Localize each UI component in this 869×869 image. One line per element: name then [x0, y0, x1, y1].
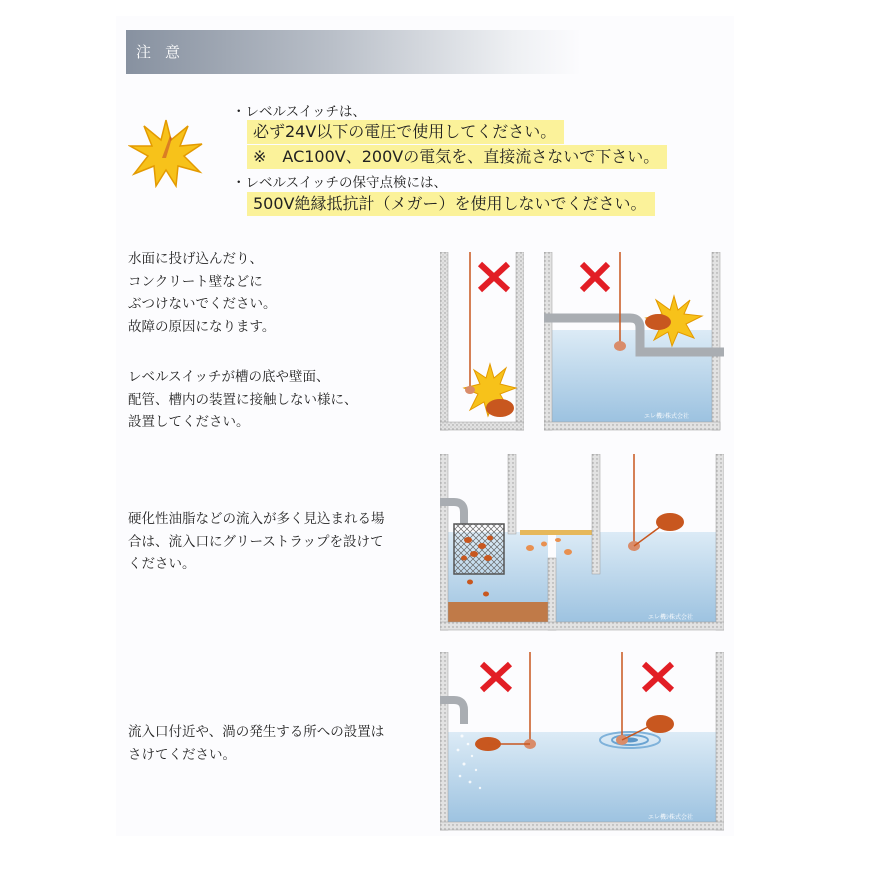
- cross-mark-icon: [644, 664, 672, 690]
- text-line: ください。: [128, 556, 196, 572]
- text-line: 水面に投げ込んだり、: [128, 251, 263, 267]
- figure-grease-trap: [440, 454, 724, 632]
- highlight-ac-warning: [247, 145, 667, 169]
- warning-burst-icon: [128, 118, 204, 188]
- cross-mark-icon: [482, 664, 510, 690]
- highlight-voltage: [247, 120, 564, 144]
- section-throwing-text: [128, 248, 277, 338]
- highlight-voltage-text: 必ず24V以下の電圧で使用してください。: [253, 122, 557, 141]
- section-vortex-text: [128, 721, 384, 766]
- watermark-text: エレ機ｼ株式会社: [648, 814, 694, 821]
- caution-header: [126, 30, 582, 74]
- text-line: 流入口付近や、渦の発生する所への設置は: [128, 724, 385, 740]
- text-line: コンクリート壁などに: [128, 273, 263, 290]
- highlight-ac-warning-text: ※ AC100V、200Vの電気を、直接流さないで下さい。: [253, 147, 660, 166]
- section-contact-text: [128, 366, 358, 434]
- text-line: 設置してください。: [128, 414, 250, 430]
- figure-inlet-vortex: [440, 652, 724, 832]
- cross-mark-icon: [480, 264, 508, 290]
- text-line: さけてください。: [128, 746, 236, 763]
- text-line: 故障の原因になります。: [128, 318, 276, 335]
- text-line: ぶつけないでください。: [128, 296, 277, 312]
- section-grease-text: [128, 508, 385, 576]
- note-bullet-voltage: ・レベルスイッチは、: [232, 104, 367, 120]
- text-line: 配管、槽内の装置に接触しない様に、: [128, 391, 358, 408]
- watermark-text: エレ機ｼ株式会社: [644, 413, 690, 420]
- figure-pipe-contact: [544, 252, 724, 432]
- figure-throwing: [440, 252, 524, 432]
- watermark-text: エレ機ｼ株式会社: [648, 614, 694, 621]
- note-bullet-maintenance: ・レベルスイッチの保守点検には、: [232, 175, 448, 191]
- text-line: レベルスイッチが槽の底や壁面、: [128, 369, 330, 385]
- cross-mark-icon: [582, 264, 608, 290]
- page-title: 注意: [136, 43, 195, 61]
- text-line: 硬化性油脂などの流入が多く見込まれる場: [128, 511, 385, 527]
- text-line: 合は、流入口にグリーストラップを設けて: [128, 533, 384, 550]
- highlight-megger-text: 500V絶縁抵抗計（メガー）を使用しないでください。: [253, 194, 647, 213]
- highlight-megger: [247, 192, 655, 216]
